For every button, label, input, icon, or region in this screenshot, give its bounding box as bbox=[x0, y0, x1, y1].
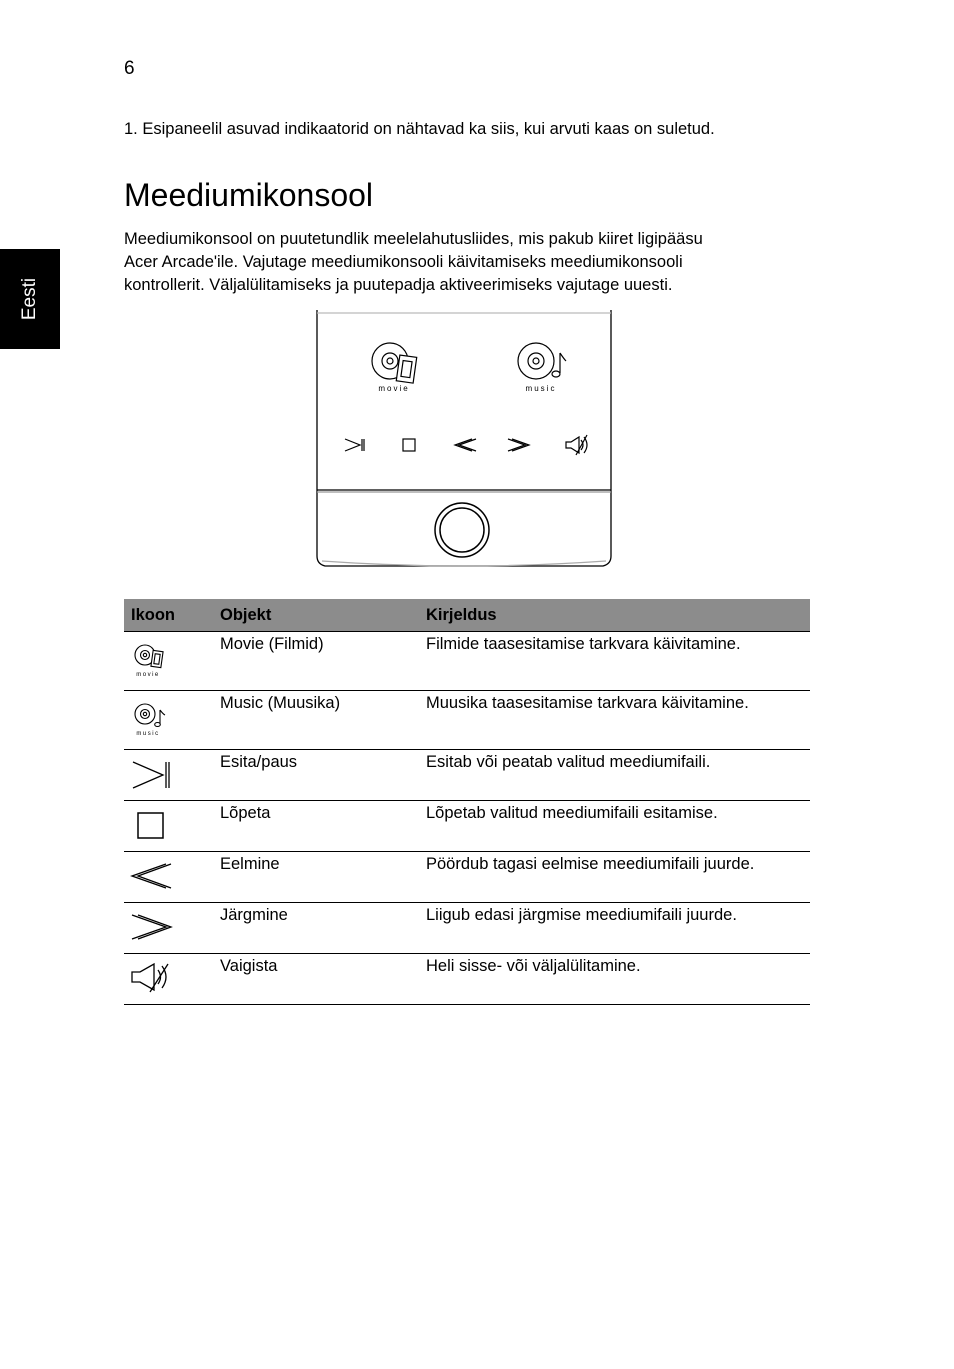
object-cell: Vaigista bbox=[213, 954, 419, 1005]
page-number: 6 bbox=[124, 58, 135, 79]
language-tab-label: Eesti bbox=[19, 277, 40, 321]
table-row bbox=[124, 750, 810, 801]
object-cell: Eelmine bbox=[213, 852, 419, 903]
console-movie-icon bbox=[372, 343, 417, 383]
play-pause-icon bbox=[130, 756, 174, 792]
console-music-label: music bbox=[525, 384, 557, 393]
mute-icon bbox=[130, 960, 174, 996]
description-cell: Lõpetab valitud meediumifaili esitamise. bbox=[419, 801, 810, 852]
language-tab bbox=[0, 249, 60, 349]
footnote: 1. Esipaneelil asuvad indikaatorid on nähtavad ka siis, kui arvuti kaas on suletud. bbox=[124, 120, 715, 138]
movie-icon bbox=[130, 638, 174, 682]
description-cell: Esitab või peatab valitud meediumifaili. bbox=[419, 750, 810, 801]
stop-icon bbox=[130, 807, 174, 843]
next-icon bbox=[130, 909, 174, 945]
object-cell: Movie (Filmid) bbox=[213, 632, 419, 691]
column-header-description: Kirjeldus bbox=[419, 599, 810, 632]
console-stop-icon bbox=[403, 439, 415, 451]
icon-cell bbox=[124, 691, 213, 750]
description-cell: Muusika taasesitamise tarkvara käivitamine. bbox=[419, 691, 810, 750]
table-row bbox=[124, 632, 810, 691]
console-controller-button bbox=[435, 503, 489, 557]
object-cell: Esita/paus bbox=[213, 750, 419, 801]
svg-text:movie: movie bbox=[136, 672, 160, 678]
table-row bbox=[124, 852, 810, 903]
icon-cell bbox=[124, 954, 213, 1005]
icon-cell bbox=[124, 852, 213, 903]
icon-legend-table bbox=[124, 599, 810, 1005]
table-row bbox=[124, 954, 810, 1005]
description-cell: Filmide taasesitamise tarkvara käivitamine. bbox=[419, 632, 810, 691]
intro-line: Acer Arcade'ile. Vajutage meediumikonsooli käivitamiseks meediumikonsooli bbox=[124, 253, 683, 271]
icon-cell bbox=[124, 632, 213, 691]
table-row bbox=[124, 691, 810, 750]
table-row bbox=[124, 903, 810, 954]
object-cell: Järgmine bbox=[213, 903, 419, 954]
console-play-pause-icon bbox=[345, 439, 364, 451]
description-cell: Pöördub tagasi eelmise meediumifaili juurde. bbox=[419, 852, 810, 903]
intro-line: Meediumikonsool on puutetundlik meelelahutusliides, mis pakub kiiret ligipääsu bbox=[124, 230, 703, 248]
previous-icon bbox=[130, 858, 174, 894]
console-previous-icon bbox=[455, 439, 476, 451]
console-next-icon bbox=[508, 439, 529, 451]
column-header-icon: Ikoon bbox=[124, 599, 213, 632]
object-cell: Lõpeta bbox=[213, 801, 419, 852]
intro-paragraph bbox=[124, 228, 814, 297]
intro-line: kontrollerit. Väljalülitamiseks ja puutepadja aktiveerimiseks vajutage uuesti. bbox=[124, 276, 673, 294]
console-mute-icon bbox=[566, 435, 587, 455]
description-cell: Liigub edasi järgmise meediumifaili juurde. bbox=[419, 903, 810, 954]
icon-cell bbox=[124, 801, 213, 852]
object-cell: Music (Muusika) bbox=[213, 691, 419, 750]
console-movie-label: movie bbox=[378, 384, 410, 393]
section-title: Meediumikonsool bbox=[124, 177, 374, 213]
music-icon bbox=[130, 697, 174, 741]
media-console-illustration bbox=[314, 309, 614, 573]
description-cell: Heli sisse- või väljalülitamine. bbox=[419, 954, 810, 1005]
icon-cell bbox=[124, 903, 213, 954]
icon-cell bbox=[124, 750, 213, 801]
table-header-row bbox=[124, 599, 810, 632]
console-music-icon bbox=[518, 343, 566, 379]
svg-text:music: music bbox=[136, 731, 160, 737]
table-row bbox=[124, 801, 810, 852]
column-header-object: Objekt bbox=[213, 599, 419, 632]
